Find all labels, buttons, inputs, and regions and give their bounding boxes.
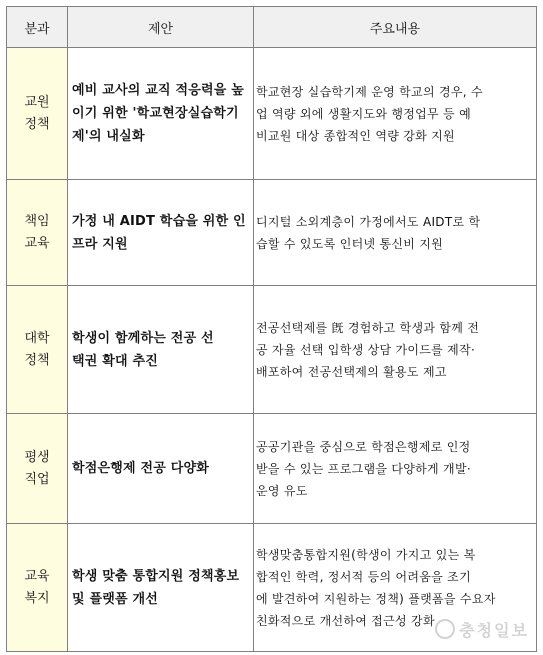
proposal-cell: 예비 교사의 교직 적응력을 높 이기 위한 '학교현장실습학기 제'의 내실화: [68, 48, 254, 180]
proposal-cell: 가정 내 AIDT 학습을 위한 인 프라 지원: [68, 180, 254, 286]
content-cell: 학생맞춤통합지원(학생이 가지고 있는 복 합적인 학력, 정서적 등의 어려움을 조기 에 발견하여 지원하는 정책) 플랫폼을 수요자 친화적으로 개선하여 접근성 강화: [254, 524, 537, 652]
content-cell: 학교현장 실습학기제 운영 학교의 경우, 수 업 역량 외에 생활지도와 행정업무 등 예 비교원 대상 종합적인 역량 강화 지원: [254, 48, 537, 180]
proposal-cell: 학점은행제 전공 다양화: [68, 414, 254, 524]
proposal-cell: 학생이 함께하는 전공 선 택권 확대 추진: [68, 286, 254, 414]
content-cell: 공공기관을 중심으로 학점은행제로 인정 받을 수 있는 프로그램을 다양하게 개발· 운영 유도: [254, 414, 537, 524]
table-row: [7, 286, 537, 414]
policy-proposal-table: [6, 6, 537, 652]
proposal-cell: 학생 맞춤 통합지원 정책홍보 및 플랫폼 개선: [68, 524, 254, 652]
category-cell: 대학 정책: [7, 286, 68, 414]
header-category: 분과: [7, 7, 68, 48]
category-cell: 교육 복지: [7, 524, 68, 652]
policy-table-frame: [6, 6, 536, 650]
content-cell: 디지털 소외계층이 가정에서도 AIDT로 학 습할 수 있도록 인터넷 통신비 지원: [254, 180, 537, 286]
content-cell: 전공선택제를 旣 경험하고 학생과 함께 전 공 자율 선택 입학생 상담 가이드를 제작· 배포하여 전공선택제의 활용도 제고: [254, 286, 537, 414]
category-cell: 평생 직업: [7, 414, 68, 524]
category-cell: 교원 정책: [7, 48, 68, 180]
table-row: [7, 180, 537, 286]
category-cell: 책임 교육: [7, 180, 68, 286]
header-content: 주요내용: [254, 7, 537, 48]
header-proposal: 제안: [68, 7, 254, 48]
table-row: [7, 48, 537, 180]
table-row: [7, 414, 537, 524]
newspaper-watermark: 충청일보: [435, 618, 529, 641]
watermark-logo-icon: [435, 619, 455, 639]
table-header-row: [7, 7, 537, 48]
